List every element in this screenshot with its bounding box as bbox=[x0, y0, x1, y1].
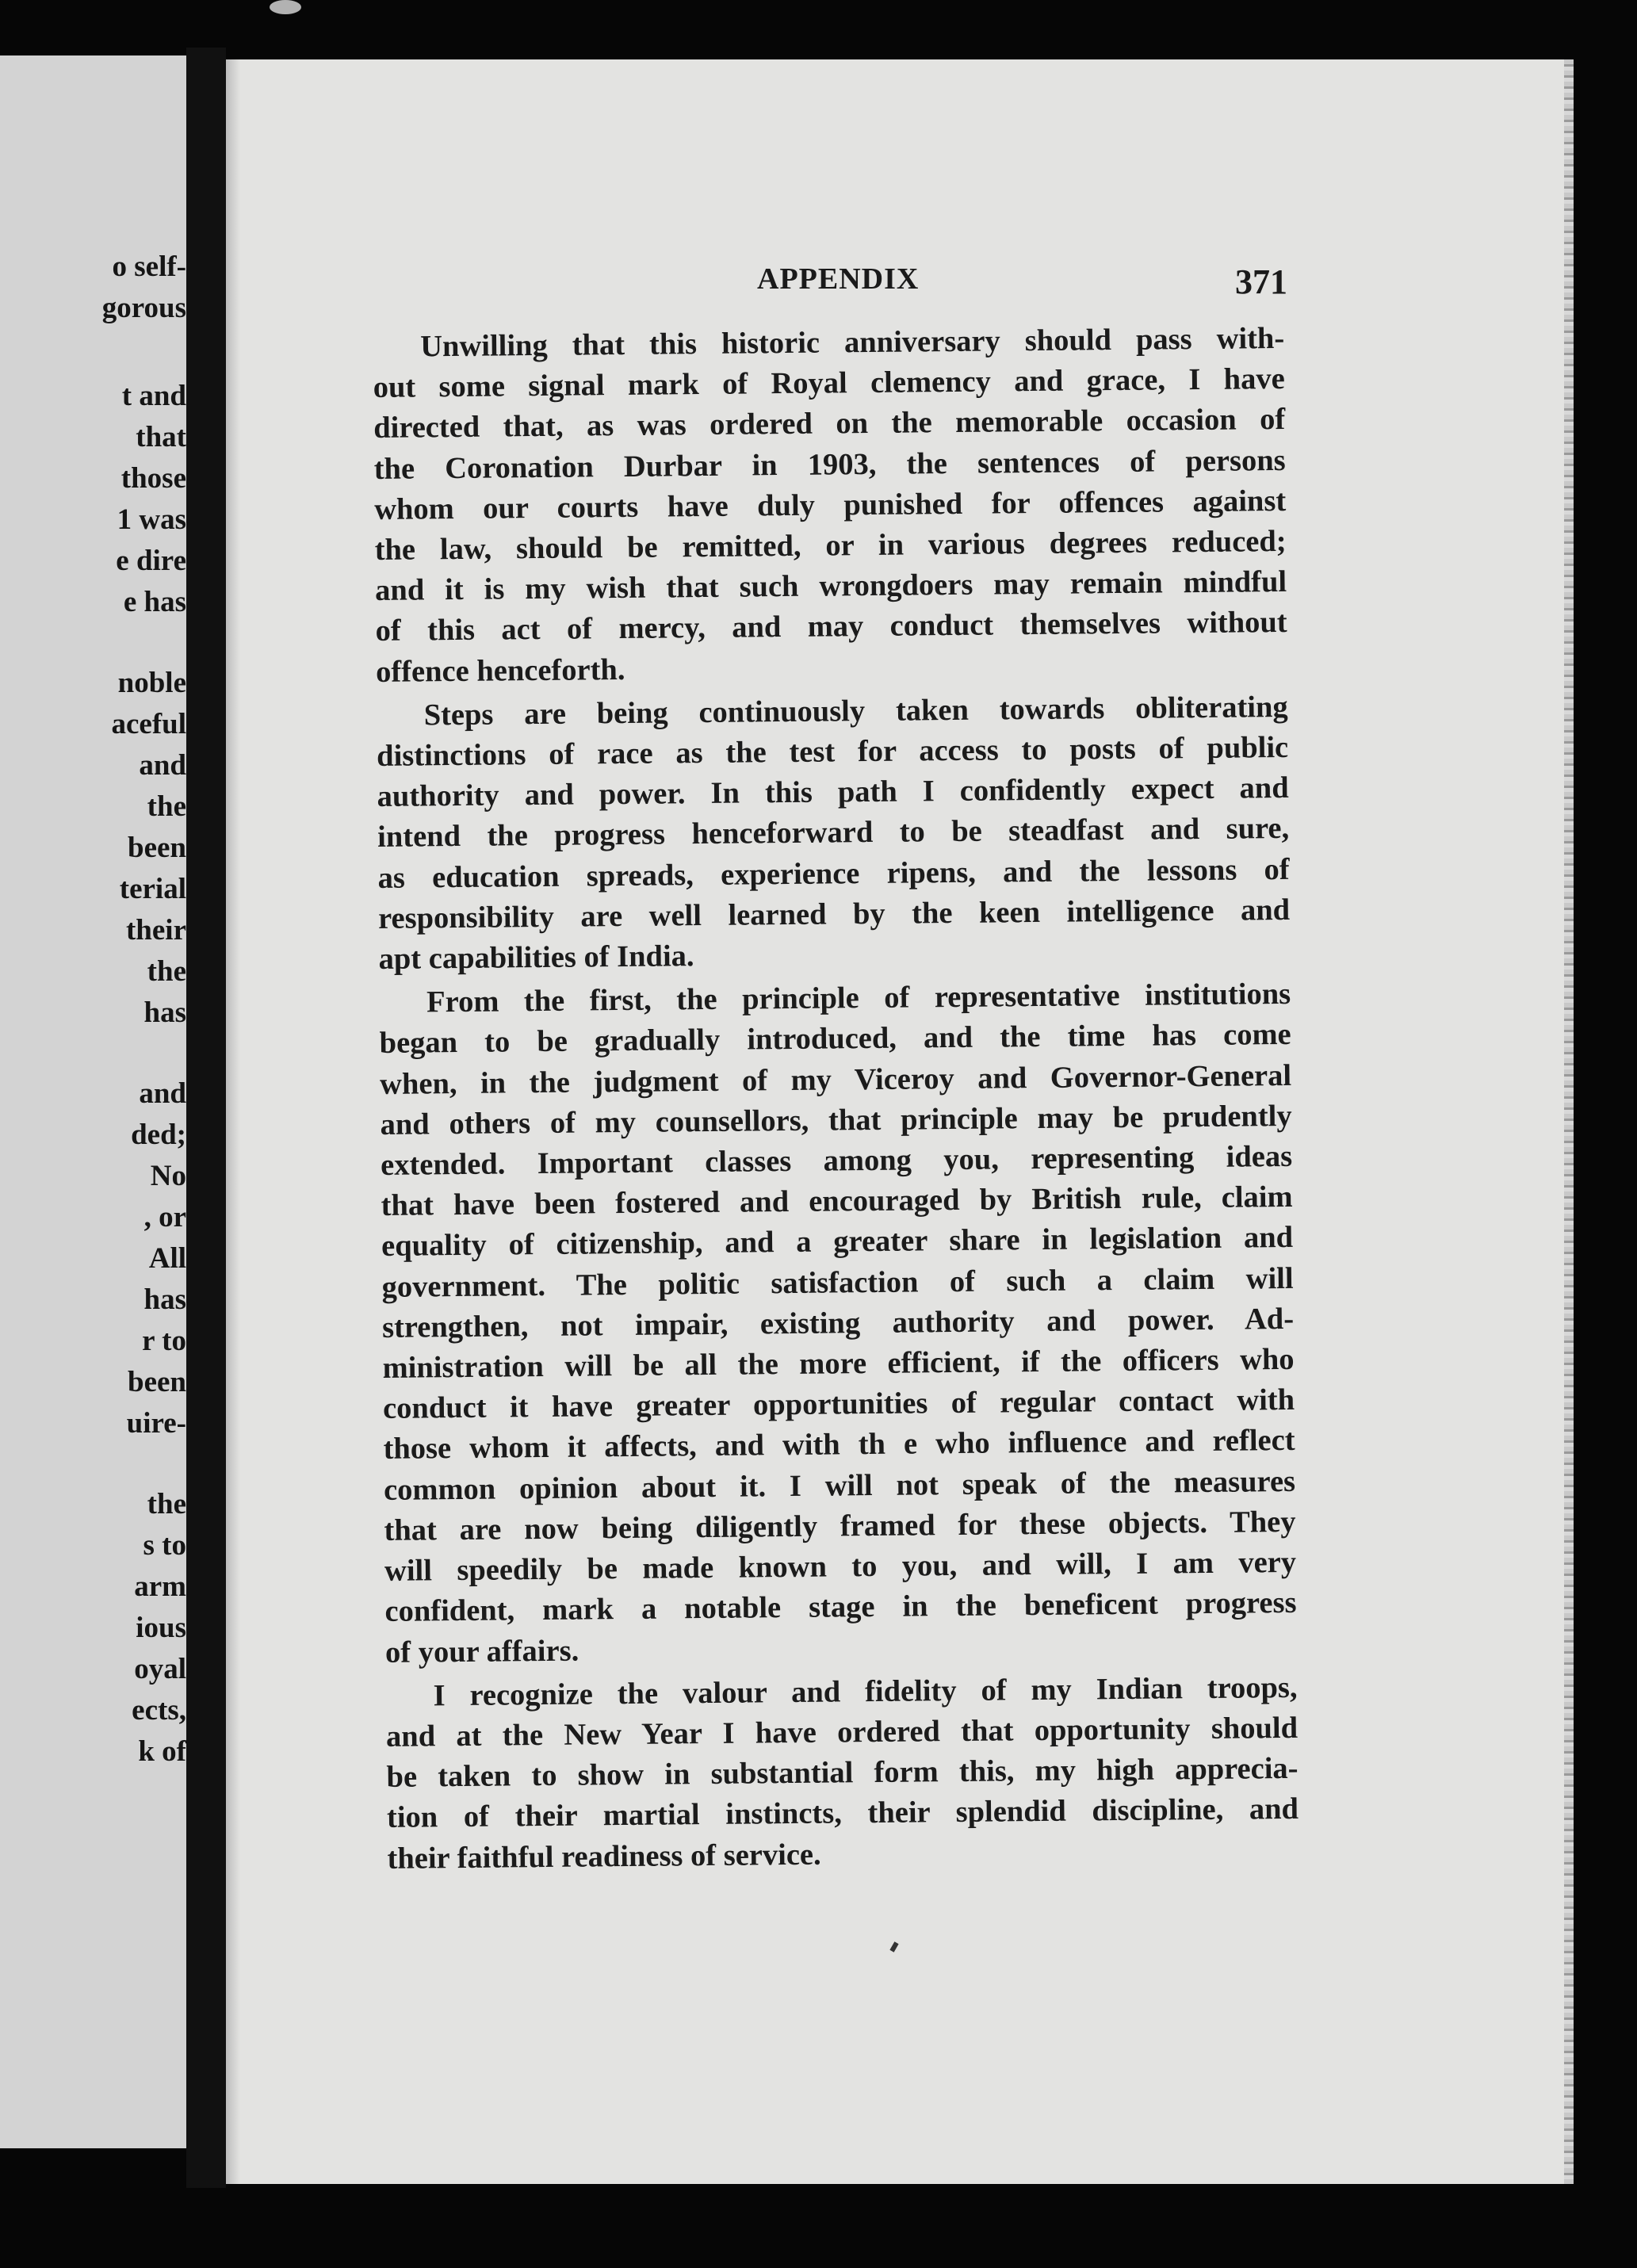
left-page-fragment: and bbox=[139, 749, 186, 782]
book-spine bbox=[186, 48, 226, 2188]
text-line: whom our courts have duly punished for offences against bbox=[374, 484, 1287, 526]
text-line: extended. Important classes among you, representing ideas bbox=[380, 1139, 1293, 1183]
paragraph bbox=[373, 319, 1287, 693]
left-page-fragment: aceful bbox=[111, 708, 186, 740]
page-gutter-shadow bbox=[226, 59, 240, 2184]
left-page-fragment: All bbox=[148, 1242, 186, 1275]
text-line: distinctions of race as the test for access to posts of public bbox=[376, 730, 1289, 774]
left-page-fragment: has bbox=[143, 1283, 186, 1316]
left-page-fragment: ects, bbox=[132, 1694, 186, 1727]
left-page-fragment: and bbox=[139, 1077, 186, 1110]
text-line: out some signal mark of Royal clemency and grace, I have bbox=[373, 362, 1285, 405]
scan-spot bbox=[270, 0, 301, 14]
left-page-fragment: ded; bbox=[131, 1119, 186, 1151]
text-line: the Coronation Durbar in 1903, the sentences of persons bbox=[373, 443, 1286, 486]
text-line: the law, should be remitted, or in various degrees reduced; bbox=[374, 524, 1287, 568]
left-page-fragment: arm bbox=[134, 1570, 186, 1603]
text-line: confident, mark a notable stage in the beneficent progress bbox=[384, 1586, 1297, 1629]
page-number: 371 bbox=[1235, 262, 1287, 301]
text-line: of this act of mercy, and may conduct themselves without bbox=[375, 606, 1287, 648]
left-page-fragment: their bbox=[125, 914, 186, 947]
text-line: strengthen, not impair, existing authority and power. Ad- bbox=[381, 1302, 1295, 1344]
stray-mark bbox=[889, 1941, 898, 1952]
text-line: From the first, the principle of representative institutions bbox=[426, 977, 1291, 1019]
text-line: and others of my counsellors, that principle may be prudently bbox=[380, 1099, 1292, 1142]
text-line: directed that, as was ordered on the memorable occasion of bbox=[373, 403, 1286, 446]
text-line: ministration will be all the more efficient, if the officers who bbox=[382, 1342, 1295, 1386]
left-page-fragment: that bbox=[136, 421, 186, 453]
text-line: offence henceforth. bbox=[375, 652, 625, 689]
left-page-fragment: the bbox=[147, 790, 186, 823]
paragraph bbox=[379, 974, 1297, 1673]
running-head: APPENDIX bbox=[757, 262, 920, 296]
left-page-fragment: been bbox=[128, 832, 186, 864]
text-line: and at the New Year I have ordered that opportunity should bbox=[385, 1711, 1299, 1754]
left-page-fragment: o self- bbox=[112, 251, 186, 283]
paragraph bbox=[385, 1668, 1299, 1880]
left-page-fragment: k of bbox=[138, 1735, 186, 1768]
left-page bbox=[0, 55, 186, 2148]
left-page-fragment: t and bbox=[121, 380, 186, 412]
left-page-fragment: noble bbox=[117, 667, 186, 699]
text-line: government. The politic satisfaction of such a claim will bbox=[381, 1261, 1294, 1304]
text-line: their faithful readiness of service. bbox=[387, 1838, 821, 1876]
left-page-fragment: e has bbox=[123, 586, 186, 618]
text-line: as education spreads, experience ripens, and the lessons of bbox=[377, 852, 1290, 895]
text-line: that are now being diligently framed for these objects. They bbox=[384, 1505, 1296, 1547]
text-line: conduct it have greater opportunities of regular contact with bbox=[382, 1383, 1295, 1426]
left-page-fragment: those bbox=[120, 462, 186, 495]
left-page-fragment: e dire bbox=[116, 545, 186, 577]
left-page-fragment: the bbox=[147, 955, 186, 988]
left-page-fragment: oyal bbox=[134, 1653, 186, 1685]
left-page-fragment: s to bbox=[143, 1529, 186, 1562]
left-page-fragment: gorous bbox=[101, 292, 186, 324]
text-line: of your affairs. bbox=[384, 1634, 579, 1669]
text-line: Steps are being continuously taken towards obliterating bbox=[423, 690, 1288, 732]
left-page-fragment: 1 was bbox=[117, 503, 186, 536]
left-page-fragment: uire- bbox=[126, 1407, 186, 1440]
left-page-fragment: terial bbox=[119, 873, 186, 905]
text-line: when, in the judgment of my Viceroy and Governor-General bbox=[379, 1058, 1292, 1101]
text-line: responsibility are well learned by the keen intelligence and bbox=[377, 893, 1291, 935]
page-edge bbox=[1564, 59, 1574, 2184]
text-line: authority and power. In this path I confidently expect and bbox=[377, 771, 1289, 814]
left-page-fragment: ious bbox=[136, 1612, 186, 1644]
left-page-fragment: r to bbox=[142, 1325, 186, 1357]
text-line: began to be gradually introduced, and the time has come bbox=[379, 1018, 1291, 1061]
body-text bbox=[373, 319, 1299, 1883]
left-page-fragment: , or bbox=[143, 1201, 186, 1233]
text-line: tion of their martial instincts, their splendid discipline, and bbox=[386, 1792, 1299, 1835]
text-line: Unwilling that this historic anniversary should pass with- bbox=[420, 321, 1285, 364]
left-page-fragment: No bbox=[150, 1160, 186, 1192]
text-line: apt capabilities of India. bbox=[378, 939, 694, 977]
page-header bbox=[226, 262, 1574, 309]
text-line: those whom it affects, and with th e who influence and reflect bbox=[383, 1424, 1295, 1467]
text-line: equality of citizenship, and a greater share in legislation and bbox=[381, 1221, 1294, 1264]
right-page bbox=[226, 59, 1574, 2184]
text-line: and it is my wish that such wrongdoers may remain mindful bbox=[374, 565, 1287, 608]
text-line: be taken to show in substantial form this, my high apprecia- bbox=[386, 1751, 1299, 1795]
text-line: intend the progress henceforward to be steadfast and sure, bbox=[377, 812, 1290, 855]
left-page-fragment: the bbox=[147, 1488, 186, 1520]
text-line: will speedily be made known to you, and will, I am very bbox=[384, 1545, 1297, 1589]
left-page-fragment: has bbox=[143, 996, 186, 1029]
text-line: I recognize the valour and fidelity of my Indian troops, bbox=[433, 1670, 1298, 1713]
text-line: that have been fostered and encouraged by British rule, claim bbox=[381, 1180, 1293, 1223]
left-page-fragment: been bbox=[128, 1366, 186, 1398]
paragraph bbox=[376, 687, 1290, 980]
text-line: common opinion about it. I will not speak of the measures bbox=[383, 1464, 1296, 1507]
